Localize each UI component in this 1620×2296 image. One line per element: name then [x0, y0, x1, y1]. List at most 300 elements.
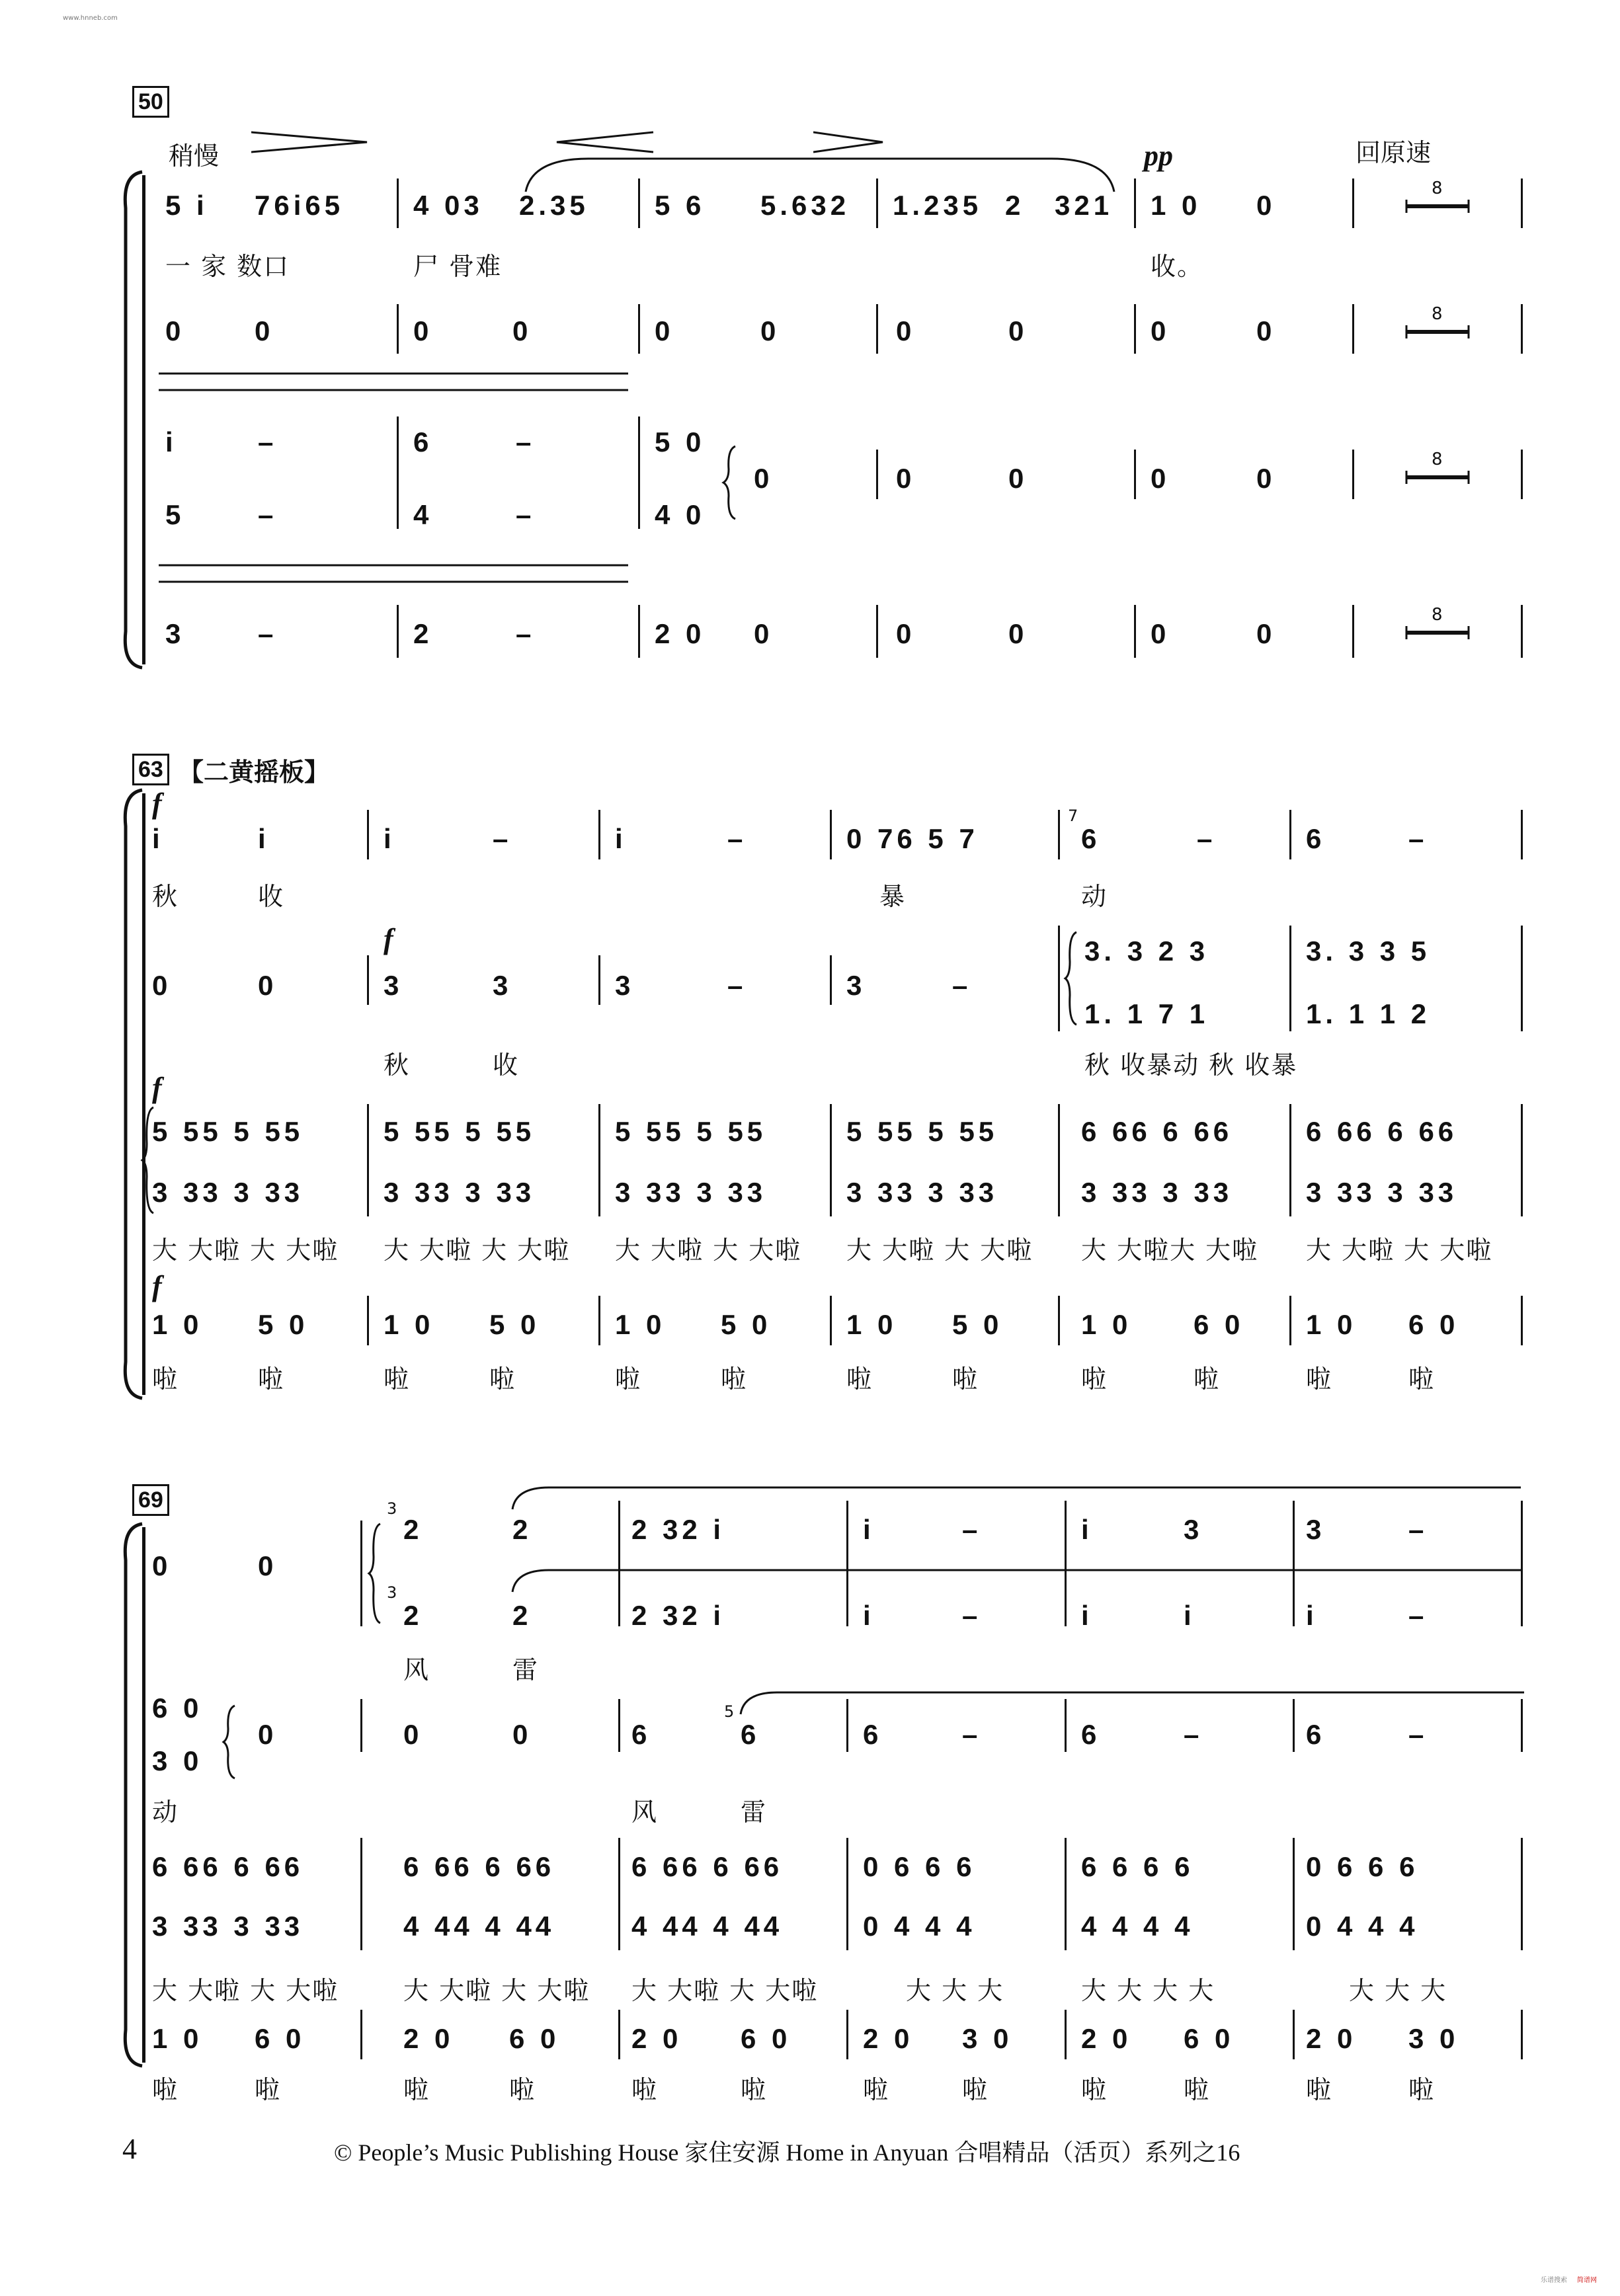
s3-r1-up1: 2 [403, 1514, 423, 1545]
s2-r4-n12: 6 0 [1408, 1309, 1459, 1340]
barline [1058, 1296, 1060, 1345]
s1-r3-n2: – [258, 426, 278, 457]
barline [1058, 926, 1060, 1031]
s1-r2-n3: 0 [413, 315, 433, 346]
section-title: 【二黄摇板】 [179, 758, 330, 787]
page-number: 4 [122, 2133, 137, 2165]
s3-r4-n2: 6 0 [255, 2023, 305, 2054]
barline [1521, 926, 1523, 1031]
measure-number-63: 63 [132, 754, 169, 785]
s3-r4-n7: 2 0 [863, 2023, 914, 2054]
grace-3b: 3 [387, 1583, 399, 1602]
s2-r2-up1: 3. 3 2 3 [1084, 935, 1209, 967]
s1-r1-n7: 1.235 [893, 190, 983, 221]
s2-r2-n4: 3 [493, 970, 512, 1001]
site-header: www.hnneb.com [63, 15, 118, 22]
barline [1134, 178, 1136, 228]
s2-r2-ly2: 收 [493, 1050, 520, 1080]
s2-r3-up5: 6 66 6 66 [1081, 1116, 1233, 1147]
tempo-return: 回原速 [1356, 138, 1432, 167]
barline [1289, 1296, 1291, 1345]
s2-r1-n11: – [1408, 823, 1428, 854]
s3-r4-ly: 啦 [1081, 2075, 1108, 2104]
s2-r3-ly3: 大 大啦 大 大啦 [615, 1236, 802, 1265]
system-bracket-2 [119, 787, 145, 1402]
barline [1134, 450, 1136, 499]
s1-r5-n1: 3 [165, 618, 185, 649]
s1-r4-n4: – [516, 499, 536, 530]
s2-r2-lo1: 1. 1 7 1 [1084, 998, 1209, 1029]
s3-r2-n9: – [962, 1719, 982, 1750]
s2-r1-n6: – [727, 823, 747, 854]
hairpin-decrescendo-2 [813, 129, 886, 155]
s3-r4-n10: 6 0 [1184, 2023, 1235, 2054]
measure-number-50: 50 [132, 86, 169, 118]
s3-r4-ly: 啦 [152, 2075, 179, 2104]
s1-r3-n9: 0 [1151, 463, 1170, 494]
s2-r4-n9: 1 0 [1081, 1309, 1132, 1340]
tempo-slow: 稍慢 [169, 141, 220, 171]
barline [1352, 605, 1354, 658]
s1-r2-n4: 0 [512, 315, 532, 346]
s1-r2-n8: 0 [1008, 315, 1028, 346]
s3-r4-ly: 啦 [1306, 2075, 1333, 2104]
s2-r4-n5: 1 0 [615, 1309, 666, 1340]
s3-r2-n13: – [1408, 1719, 1428, 1750]
s1-r5-n6: 0 [754, 618, 774, 649]
s3-r1-n1: 0 [152, 1550, 172, 1581]
s3-r3-lo1: 3 33 3 33 [152, 1911, 304, 1942]
barline [1065, 1501, 1067, 1626]
s3-r2-ly2: 风 [631, 1798, 659, 1827]
barline [638, 416, 640, 529]
system-bracket-3 [119, 1521, 145, 2069]
s1-r3-n5: 5 0 [655, 426, 706, 457]
barline [1293, 1838, 1295, 1950]
s3-r3-lo6: 0 4 4 4 [1306, 1911, 1419, 1942]
barline [598, 1296, 600, 1345]
s2-r3-lo6: 3 33 3 33 [1306, 1177, 1458, 1208]
s2-r1-n1: i [152, 823, 164, 854]
multirest-3: 8 [1405, 450, 1471, 488]
s2-r4-ly: 啦 [489, 1365, 516, 1394]
s3-r2-n4: 0 [403, 1719, 423, 1750]
s2-r4-ly: 啦 [846, 1365, 873, 1394]
barline [830, 1296, 832, 1345]
s1-r3-n6: 0 [754, 463, 774, 494]
s3-r2-n11: – [1184, 1719, 1203, 1750]
s2-r1-ly3: 暴 [879, 882, 907, 911]
s1-r1-n2: 76i65 [255, 190, 344, 221]
s2-r2-n3: 3 [384, 970, 403, 1001]
barline [1521, 1501, 1523, 1626]
s3-r4-ly: 啦 [962, 2075, 989, 2104]
s3-r2-n3: 0 [258, 1719, 278, 1750]
multirest-1: 8 [1405, 178, 1471, 217]
barline [397, 605, 399, 658]
s2-r1-n5: i [615, 823, 627, 854]
s1-r2-n7: 0 [896, 315, 916, 346]
s3-r1-up8: 3 [1306, 1514, 1326, 1545]
s3-r4-n12: 3 0 [1408, 2023, 1459, 2054]
s3-r4-ly: 啦 [741, 2075, 768, 2104]
dynamic-f-3: f [152, 1072, 162, 1104]
s3-r3-up3: 6 66 6 66 [631, 1851, 784, 1882]
s1-r5-n10: 0 [1256, 618, 1276, 649]
brace-s3 [367, 1521, 384, 1626]
barline [618, 1838, 620, 1950]
barline [1521, 605, 1523, 658]
s1-r5-n4: – [516, 618, 536, 649]
s2-r4-n7: 1 0 [846, 1309, 897, 1340]
s3-r4-n9: 2 0 [1081, 2023, 1132, 2054]
grace-7: 7 [1068, 807, 1080, 825]
s3-r4-n5: 2 0 [631, 2023, 682, 2054]
s3-r1-up3: 2 32 i [631, 1514, 725, 1545]
barline [618, 2010, 620, 2059]
barline [638, 304, 640, 354]
s2-r3-lo1: 3 33 3 33 [152, 1177, 304, 1208]
s1-r1-n9: 321 [1055, 190, 1114, 221]
s2-r2-n8: – [952, 970, 972, 1001]
barline [367, 1104, 369, 1216]
system-line-2 [142, 793, 145, 1395]
s3-r1-lo7: i [1184, 1600, 1195, 1631]
s3-r3-up2: 6 66 6 66 [403, 1851, 555, 1882]
s2-r2-ly3: 秋 收暴动 秋 收暴 [1084, 1050, 1298, 1080]
multirest-4: 8 [1405, 605, 1471, 643]
s1-r2-n2: 0 [255, 315, 274, 346]
lines-glissando-s1 [159, 370, 661, 397]
s1-r5-n9: 0 [1151, 618, 1170, 649]
s1-lyric-1: 一 家 数口 [165, 252, 290, 281]
barline [830, 1104, 832, 1216]
s1-r1-n3: 4 03 [413, 190, 483, 221]
s3-r3-ly6: 大 大 大 [1349, 1976, 1447, 2005]
s3-r1-ly2: 雷 [512, 1655, 540, 1684]
barline [397, 178, 399, 228]
s2-r3-ly1: 大 大啦 大 大啦 [152, 1236, 339, 1265]
barline [876, 178, 878, 228]
barline [638, 605, 640, 658]
s2-r4-ly: 啦 [1408, 1365, 1436, 1394]
s3-r1-up7: 3 [1184, 1514, 1203, 1545]
s1-r1-n6: 5.632 [760, 190, 850, 221]
barline [367, 955, 369, 1005]
barline [598, 955, 600, 1005]
s3-r3-ly3: 大 大啦 大 大啦 [631, 1976, 819, 2005]
s2-r3-up1: 5 55 5 55 [152, 1116, 304, 1147]
barline [397, 416, 399, 529]
barline [1134, 605, 1136, 658]
s3-r3-ly5: 大 大 大 大 [1081, 1976, 1215, 2005]
s1-r4-n1: 5 [165, 499, 185, 530]
s2-r4-n6: 5 0 [721, 1309, 772, 1340]
barline [1134, 304, 1136, 354]
s2-r3-up6: 6 66 6 66 [1306, 1116, 1458, 1147]
barline [1521, 304, 1523, 354]
s1-r1-n11: 0 [1256, 190, 1276, 221]
s3-r4-ly: 啦 [1408, 2075, 1436, 2104]
s2-r2-ly1: 秋 [384, 1050, 411, 1080]
s3-r3-up4: 0 6 6 6 [863, 1851, 976, 1882]
s3-r1-up9: – [1408, 1514, 1428, 1545]
s3-r4-ly: 啦 [403, 2075, 430, 2104]
s2-r3-up3: 5 55 5 55 [615, 1116, 767, 1147]
s1-r5-n2: – [258, 618, 278, 649]
s3-r2-n7: 6 [741, 1719, 760, 1750]
s1-r3-n7: 0 [896, 463, 916, 494]
s3-r4-n11: 2 0 [1306, 2023, 1357, 2054]
grace-3: 3 [387, 1499, 399, 1518]
s3-r3-up1: 6 66 6 66 [152, 1851, 304, 1882]
s3-r3-ly2: 大 大啦 大 大啦 [403, 1976, 590, 2005]
barline [1521, 810, 1523, 859]
s1-r1-n4: 2.35 [519, 190, 589, 221]
s2-r2-lo2: 1. 1 1 2 [1306, 998, 1431, 1029]
barline [846, 2010, 848, 2059]
s2-r4-ly: 啦 [615, 1365, 642, 1394]
measure-number-69: 69 [132, 1484, 169, 1516]
s1-r4-n5: 4 0 [655, 499, 706, 530]
barline [618, 1699, 620, 1752]
corner-label-1: 乐谱搜索 [1541, 2277, 1567, 2284]
barline [1521, 1104, 1523, 1216]
s3-r3-lo3: 4 44 4 44 [631, 1911, 784, 1942]
s1-r3-n10: 0 [1256, 463, 1276, 494]
s3-r4-n3: 2 0 [403, 2023, 454, 2054]
dynamic-f-4: f [152, 1270, 162, 1302]
s3-r1-lo1: 2 [403, 1600, 423, 1631]
barline [1058, 1104, 1060, 1216]
s3-r2-n8: 6 [863, 1719, 883, 1750]
s1-r2-n5: 0 [655, 315, 674, 346]
s2-r1-n9: – [1197, 823, 1217, 854]
s3-r1-lo9: – [1408, 1600, 1428, 1631]
s3-r1-up2: 2 [512, 1514, 532, 1545]
s1-r2-n10: 0 [1256, 315, 1276, 346]
s3-r3-up5: 6 6 6 6 [1081, 1851, 1194, 1882]
s3-r4-n8: 3 0 [962, 2023, 1013, 2054]
s1-r5-n8: 0 [1008, 618, 1028, 649]
barline [1289, 926, 1291, 1031]
s2-r4-n4: 5 0 [489, 1309, 540, 1340]
s3-r1-ly1: 风 [403, 1655, 430, 1684]
barline [638, 178, 640, 228]
s3-r2-ly1: 动 [152, 1798, 179, 1827]
s2-r1-n2: i [258, 823, 270, 854]
s2-r1-ly2: 收 [258, 882, 285, 911]
phrase-slur-s3b [509, 1567, 1527, 1593]
s2-r3-lo2: 3 33 3 33 [384, 1177, 536, 1208]
barline [360, 1699, 362, 1752]
multirest-bar-icon [1405, 324, 1471, 340]
s2-r3-up4: 5 55 5 55 [846, 1116, 998, 1147]
s2-r1-ly1: 秋 [152, 882, 179, 911]
s3-r3-ly1: 大 大啦 大 大啦 [152, 1976, 339, 2005]
barline [1289, 1104, 1291, 1216]
barline [1065, 2010, 1067, 2059]
dynamic-pp: pp [1144, 139, 1173, 172]
s3-r3-ly4: 大 大 大 [906, 1976, 1004, 2005]
s2-r3-ly6: 大 大啦 大 大啦 [1306, 1236, 1493, 1265]
s3-r1-lo3: 2 32 i [631, 1600, 725, 1631]
s2-r4-ly: 啦 [384, 1365, 411, 1394]
s2-r3-ly2: 大 大啦 大 大啦 [384, 1236, 571, 1265]
s2-r4-ly: 啦 [258, 1365, 285, 1394]
s3-r1-lo5: – [962, 1600, 982, 1631]
phrase-slur-s3 [509, 1484, 1527, 1511]
s2-r4-ly: 啦 [1081, 1365, 1108, 1394]
s2-r4-n1: 1 0 [152, 1309, 203, 1340]
barline [598, 810, 600, 859]
s2-r1-n8: 6 [1081, 823, 1101, 854]
s2-r4-ly: 啦 [1194, 1365, 1221, 1394]
s1-r1-n8: 2 [1005, 190, 1025, 221]
s3-r1-lo2: 2 [512, 1600, 532, 1631]
s3-r3-lo5: 4 4 4 4 [1081, 1911, 1194, 1942]
barline [1521, 450, 1523, 499]
brace-s3-r2 [222, 1702, 239, 1782]
s2-r4-ly: 啦 [152, 1365, 179, 1394]
s3-r4-ly: 啦 [863, 2075, 890, 2104]
s2-r2-n5: 3 [615, 970, 635, 1001]
barline [1352, 178, 1354, 228]
s3-r2-n12: 6 [1306, 1719, 1326, 1750]
multirest-bar-icon [1405, 625, 1471, 641]
dynamic-f-2: f [384, 923, 393, 955]
barline [1293, 2010, 1295, 2059]
barline [1289, 810, 1291, 859]
s3-r2-n2: 3 0 [152, 1745, 203, 1776]
s2-r3-lo3: 3 33 3 33 [615, 1177, 767, 1208]
s3-r2-n1: 6 0 [152, 1692, 203, 1723]
barline [397, 304, 399, 354]
footer-credit: © People’s Music Publishing House 家住安源 Home in Anyuan 合唱精品（活页）系列之16 [334, 2139, 1240, 2166]
barline [1065, 1838, 1067, 1950]
s3-r1-n2: 0 [258, 1550, 278, 1581]
barline [876, 450, 878, 499]
s2-r2-n7: 3 [846, 970, 866, 1001]
s1-r3-n8: 0 [1008, 463, 1028, 494]
s3-r1-up6: i [1081, 1514, 1093, 1545]
barline [367, 1296, 369, 1345]
barline [1521, 2010, 1523, 2059]
barline [1058, 810, 1060, 859]
s1-r5-n3: 2 [413, 618, 433, 649]
s2-r1-n3: i [384, 823, 395, 854]
multirest-2: 8 [1405, 304, 1471, 342]
s3-r1-lo4: i [863, 1600, 875, 1631]
system-line-1 [142, 175, 145, 664]
barline [360, 1521, 362, 1626]
s1-lyric-2: 尸 骨难 [413, 252, 503, 281]
s2-r2-n1: 0 [152, 970, 172, 1001]
corner-label-2: 简谱网 [1577, 2277, 1597, 2284]
barline [846, 1501, 848, 1626]
s1-r2-n1: 0 [165, 315, 185, 346]
barline [360, 2010, 362, 2059]
barline [367, 810, 369, 859]
phrase-slur-1 [522, 155, 1117, 195]
system-line-3 [142, 1527, 145, 2063]
barline [360, 1838, 362, 1950]
s2-r3-lo4: 3 33 3 33 [846, 1177, 998, 1208]
s2-r4-n8: 5 0 [952, 1309, 1003, 1340]
s3-r4-ly: 啦 [509, 2075, 536, 2104]
barline [876, 605, 878, 658]
s1-r2-n9: 0 [1151, 315, 1170, 346]
s3-r4-ly: 啦 [631, 2075, 659, 2104]
brace-s1 [721, 443, 741, 522]
s3-r1-lo6: i [1081, 1600, 1093, 1631]
s1-r3-n4: – [516, 426, 536, 457]
grace-5: 5 [724, 1702, 736, 1721]
s1-r5-n7: 0 [896, 618, 916, 649]
s1-r1-n5: 5 6 [655, 190, 706, 221]
s2-r2-n2: 0 [258, 970, 278, 1001]
s3-r3-up6: 0 6 6 6 [1306, 1851, 1419, 1882]
s1-r1-n1: 5 i [165, 190, 208, 221]
s3-r4-ly: 啦 [255, 2075, 282, 2104]
s3-r1-lo8: i [1306, 1600, 1318, 1631]
s2-r4-n11: 1 0 [1306, 1309, 1357, 1340]
s2-r1-n10: 6 [1306, 823, 1326, 854]
s2-r4-ly: 啦 [952, 1365, 979, 1394]
s3-r2-n10: 6 [1081, 1719, 1101, 1750]
s2-r3-ly4: 大 大啦 大 大啦 [846, 1236, 1033, 1265]
barline [830, 955, 832, 1005]
s2-r3-lo5: 3 33 3 33 [1081, 1177, 1233, 1208]
barline [1521, 1838, 1523, 1950]
s2-r3-up2: 5 55 5 55 [384, 1116, 536, 1147]
barline [618, 1501, 620, 1626]
s2-r1-n7: 0 76 5 7 [846, 823, 979, 854]
s1-r5-n5: 2 0 [655, 618, 706, 649]
s2-r4-n2: 5 0 [258, 1309, 309, 1340]
s2-r4-ly: 啦 [1306, 1365, 1333, 1394]
barline [1352, 304, 1354, 354]
s1-r1-n10: 1 0 [1151, 190, 1201, 221]
s1-r4-n3: 4 [413, 499, 433, 530]
s1-r3-n1: i [165, 426, 177, 457]
phrase-slur-s3c [737, 1689, 1531, 1716]
s3-r2-n6: 6 [631, 1719, 651, 1750]
barline [598, 1104, 600, 1216]
s3-r4-n1: 1 0 [152, 2023, 203, 2054]
s2-r4-n3: 1 0 [384, 1309, 434, 1340]
s2-r1-ly4: 动 [1081, 882, 1108, 911]
s3-r2-ly3: 雷 [741, 1798, 768, 1827]
barline [1521, 178, 1523, 228]
barline [876, 304, 878, 354]
hairpin-crescendo [555, 129, 655, 155]
s2-r1-n4: – [493, 823, 512, 854]
s2-r2-n6: – [727, 970, 747, 1001]
s1-r3-n3: 6 [413, 426, 433, 457]
s2-r2-up2: 3. 3 3 5 [1306, 935, 1431, 967]
barline [1521, 1296, 1523, 1345]
s3-r4-ly: 啦 [1184, 2075, 1211, 2104]
barline [846, 1838, 848, 1950]
barline [830, 810, 832, 859]
barline [1352, 450, 1354, 499]
multirest-bar-icon [1405, 198, 1471, 214]
s2-r3-ly5: 大 大啦大 大啦 [1081, 1236, 1259, 1265]
s2-r4-ly: 啦 [721, 1365, 748, 1394]
lines-glissando-s1b [159, 562, 661, 588]
s3-r1-up4: i [863, 1514, 875, 1545]
